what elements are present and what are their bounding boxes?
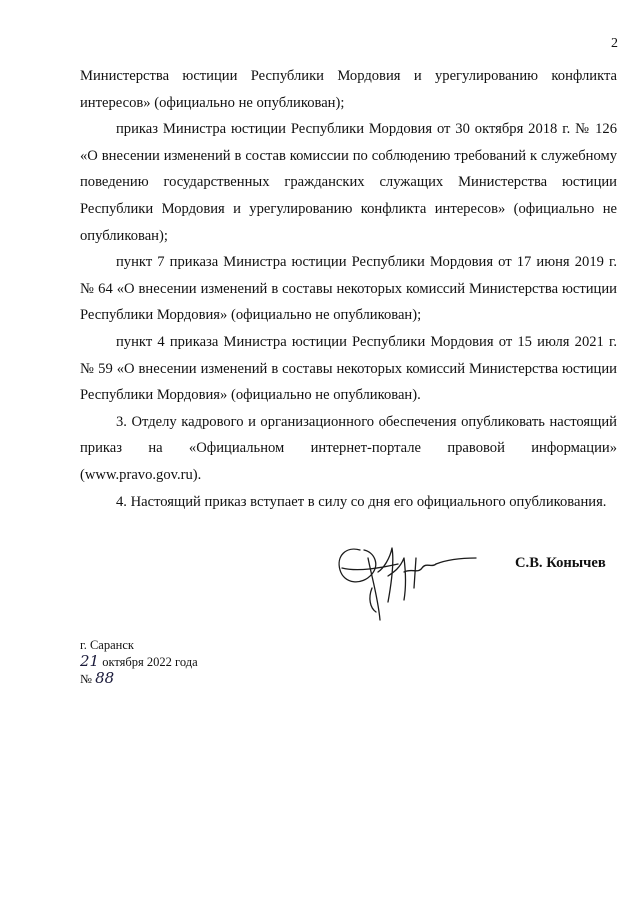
paragraph-continuation: Министерства юстиции Республики Мордовия и урегулированию конфликта интересов» (официально не опубликован); bbox=[80, 68, 617, 111]
date-line bbox=[80, 653, 198, 670]
city-line bbox=[80, 637, 198, 653]
page-number: 2 bbox=[611, 36, 618, 51]
paragraph-order-2018: приказ Министра юстиции Республики Мордовия от 30 октября 2018 г. № 126 «О внесении изменений в состав комиссии по соблюдению требований к служебному поведению государственных гражданских служащих Министерства юстиции Республики Мордовия и урегулированию конфликта интересов» (официально не опубликован); bbox=[80, 121, 617, 244]
number-prefix: № bbox=[80, 672, 92, 686]
paragraph-item-4: 4. Настоящий приказ вступает в силу со дня его официального опубликования. bbox=[116, 493, 607, 510]
city: г. Саранск bbox=[80, 638, 134, 652]
handwritten-number: 88 bbox=[95, 669, 115, 687]
document-body bbox=[80, 63, 617, 515]
handwritten-day: 21 bbox=[80, 652, 100, 670]
document-footer bbox=[80, 637, 198, 687]
signer-name: С.В. Конычев bbox=[515, 555, 606, 571]
number-line bbox=[80, 670, 198, 687]
paragraph-order-2019: пункт 7 приказа Министра юстиции Республики Мордовия от 17 июня 2019 г. № 64 «О внесении изменений в составы некоторых комиссий Министерства юстиции Республики Мордовия» (официально не опубликован); bbox=[80, 254, 617, 324]
paragraph-item-3: 3. Отделу кадрового и организационного обеспечения опубликовать настоящий приказ на «Официальном интернет-портале правовой информации» (www.pravo.gov.ru). bbox=[80, 413, 617, 483]
handwritten-signature bbox=[328, 528, 478, 628]
date-rest: октября 2022 года bbox=[102, 655, 198, 669]
paragraph-order-2021: пункт 4 приказа Министра юстиции Республики Мордовия от 15 июля 2021 г. № 59 «О внесении изменений в составы некоторых комиссий Министерства юстиции Республики Мордовия» (официально не опубликован). bbox=[80, 333, 617, 404]
